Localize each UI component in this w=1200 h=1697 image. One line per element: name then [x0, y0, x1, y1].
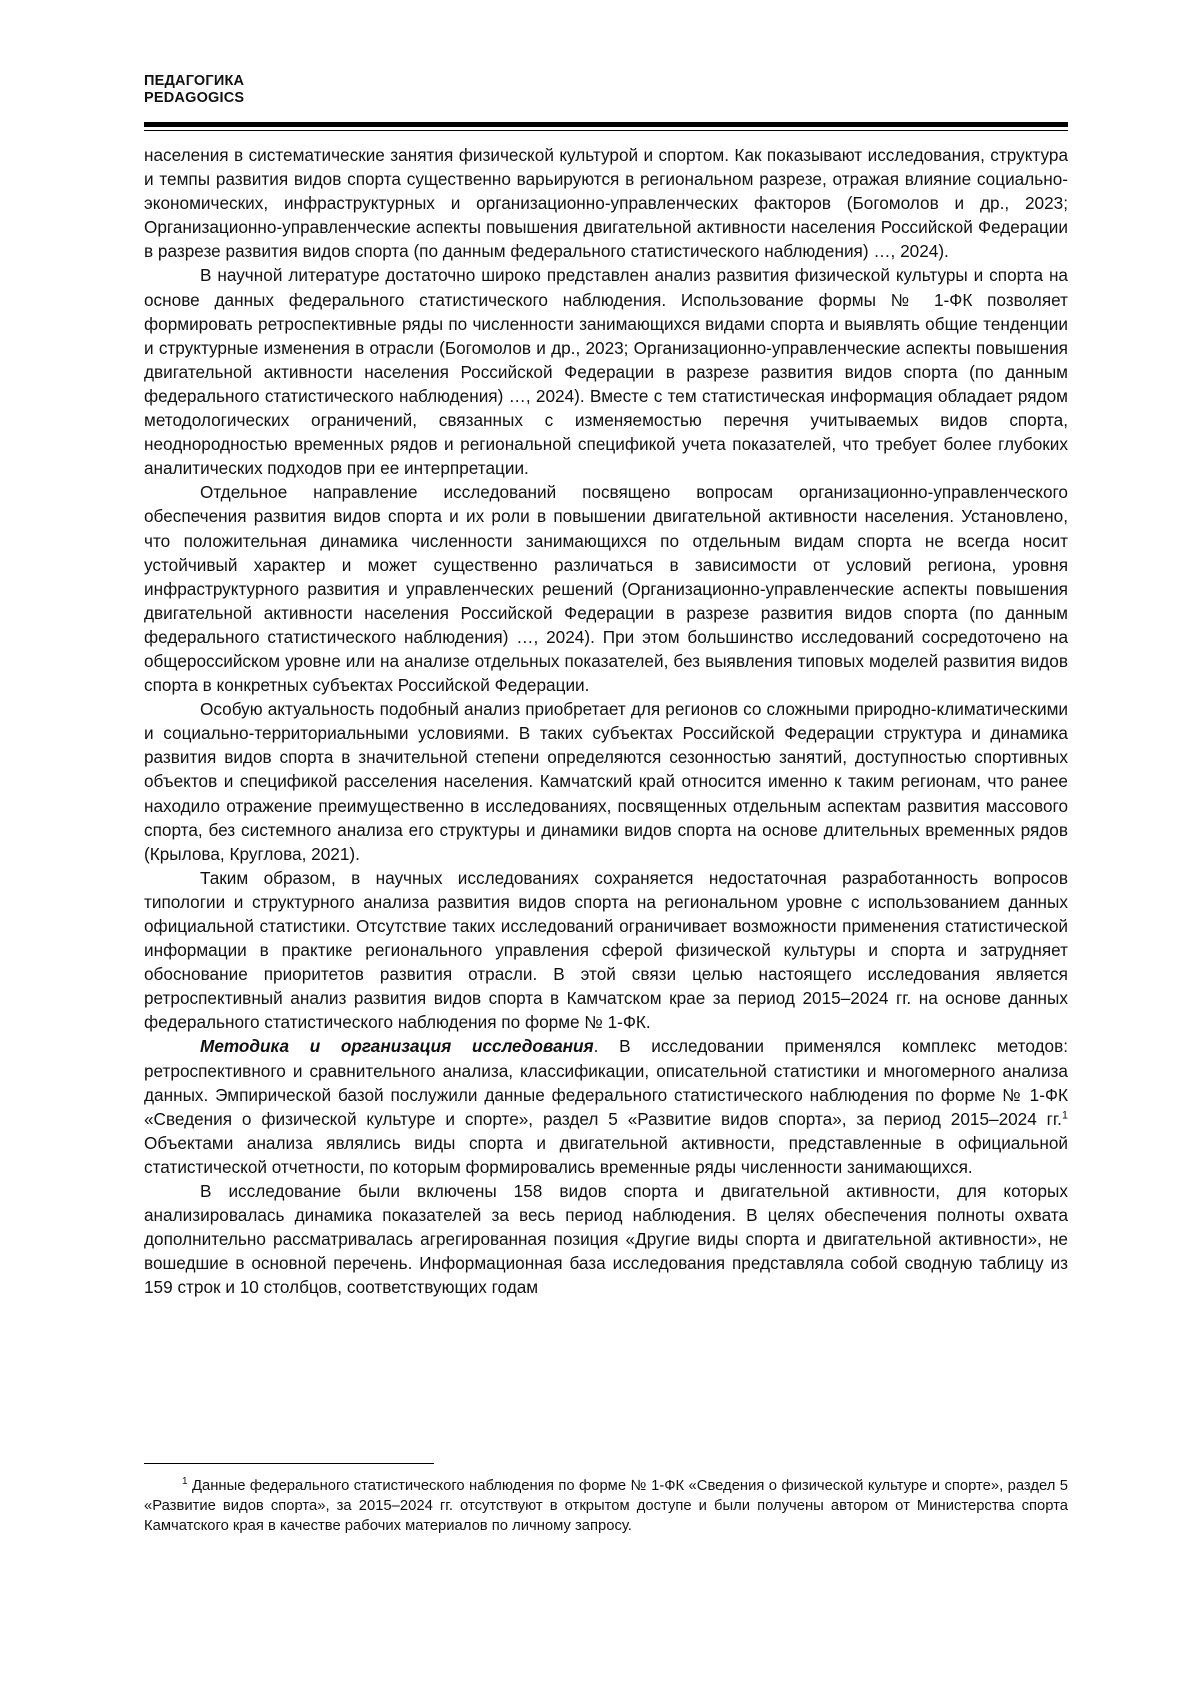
paragraph-7: В исследование были включены 158 видов спорта и двигательной активности, для которых анализировалась динамика показателей за весь период наблюдения. В целях обеспечения полноты охвата дополнительно рассматривалась агрегированная позиция «Другие виды спорта и двигательной активности», не вошедшие в основной перечень. Информационная база исследования представляла собой сводную таблицу из 159 строк и 10 столбцов, соответствующих годам — [144, 1181, 1068, 1298]
header-rule-thin — [144, 130, 1068, 131]
footnote-text: Данные федерального статистического наблюдения по форме № 1-ФК «Сведения о физической культуре и спорте», раздел 5 «Развитие видов спорта», за 2015–2024 гг. отсутствуют в открытом доступе и были получены автором от Министерства спорта Камчатского края в качестве рабочих материалов по личному запросу. — [144, 1478, 1068, 1534]
section-title-ru: ПЕДАГОГИКА — [144, 73, 245, 89]
footnote-reference[interactable]: 1 — [1061, 1109, 1068, 1122]
paragraph-6-text-b: Объектами анализа являлись виды спорта и двигательной активности, представленные в официальной статистической отчетности, по которым формировались временные ряды численности занимающихся. — [144, 1132, 1068, 1177]
article-body — [144, 143, 1068, 1300]
footnote — [144, 1476, 1068, 1536]
section-heading-methods: Методика и организация исследования — [200, 1036, 594, 1057]
section-title-en: PEDAGOGICS — [144, 90, 245, 106]
footnote-number: 1 — [182, 1476, 188, 1488]
paragraph-5: Таким образом, в научных исследованиях сохраняется недостаточная разработанность вопросов типологии и структурного анализа развития видов спорта на региональном уровне с использованием данных официальной статистики. Отсутствие таких исследований ограничивает возможности применения статистической информации в практике регионального управления сферой физической культуры и спорта и затрудняет обоснование приоритетов развития отрасли. В этой связи целью настоящего исследования является ретроспективный анализ развития видов спорта в Камчатском крае за период 2015–2024 гг. на основе данных федерального статистического наблюдения по форме № 1-ФК. — [144, 867, 1068, 1033]
running-header — [144, 73, 244, 107]
header-rule-thick — [144, 122, 1068, 127]
paragraph-3: Отдельное направление исследований посвящено вопросам организационно-управленческого обеспечения развития видов спорта и их роли в повышении двигательной активности населения. Установлено, что положительная динамика численности занимающихся по отдельным видам спорта не всегда носит устойчивый характер и может существенно различаться в зависимости от условий региона, уровня инфраструктурного развития и управленческих решений (Организационно-управленческие аспекты повышения двигательной активности населения Российской Федерации в разрезе развития видов спорта (по данным федерального статистического наблюдения) …, 2024). При этом большинство исследований сосредоточено на общероссийском уровне или на анализе отдельных показателей, без выявления типовых моделей развития видов спорта в конкретных субъектах Российской Федерации. — [144, 482, 1068, 696]
paragraph-6-text-a: . В исследовании применялся комплекс методов: ретроспективного и сравнительного анализа, классификации, описательной статистики и многомерного анализа данных. Эмпирической базой послужили данные федерального статистического наблюдения по форме № 1-ФК «Сведения о физической культуре и спорте», раздел 5 «Развитие видов спорта», за период 2015–2024 гг. — [144, 1036, 1068, 1129]
paragraph-1: населения в систематические занятия физической культурой и спортом. Как показывают исследования, структура и темпы развития видов спорта существенно варьируются в региональном разрезе, отражая влияние социально-экономических, инфраструктурных и организационно-управленческих факторов (Богомолов и др., 2023; Организационно-управленческие аспекты повышения двигательной активности населения Российской Федерации в разрезе развития видов спорта (по данным федерального статистического наблюдения) …, 2024). — [144, 145, 1068, 262]
footnote-separator — [144, 1463, 434, 1464]
paragraph-4: Особую актуальность подобный анализ приобретает для регионов со сложными природно-климатическими и социально-территориальными условиями. В таких субъектах Российской Федерации структура и динамика развития видов спорта в значительной степени определяются сезонностью занятий, доступностью спортивных объектов и спецификой расселения населения. Камчатский край относится именно к таким регионам, что ранее находило отражение преимущественно в исследованиях, посвященных отдельным аспектам развития массового спорта, без системного анализа его структуры и динамики видов спорта на основе длительных временных рядов (Крылова, Круглова, 2021). — [144, 699, 1068, 864]
paragraph-2: В научной литературе достаточно широко представлен анализ развития физической культуры и спорта на основе данных федерального статистического наблюдения. Использование формы № 1-ФК позволяет формировать ретроспективные ряды по численности занимающихся видами спорта и выявлять общие тенденции и структурные изменения в отрасли (Богомолов и др., 2023; Организационно-управленческие аспекты повышения двигательной активности населения Российской Федерации в разрезе развития видов спорта (по данным федерального статистического наблюдения) …, 2024). Вместе с тем статистическая информация обладает рядом методологических ограничений, связанных с изменяемостью перечня учитываемых видов спорта, неоднородностью временных рядов и региональной спецификой учета показателей, что требует более глубоких аналитических подходов при ее интерпретации. — [144, 265, 1068, 479]
paragraph-6 — [144, 1034, 1068, 1179]
